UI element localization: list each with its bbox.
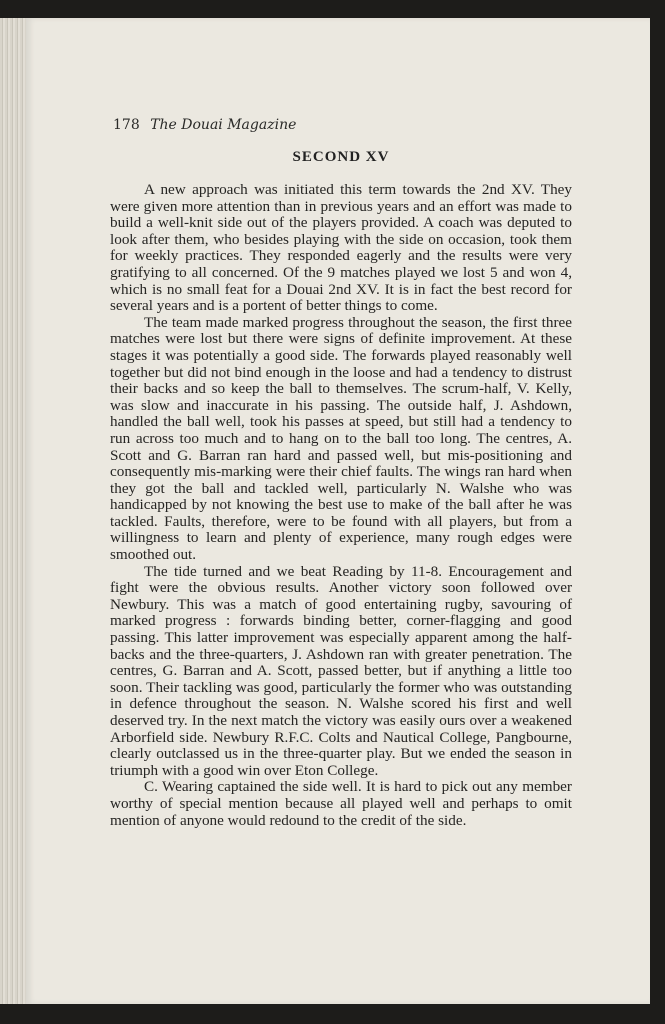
book-page-edges xyxy=(0,18,26,1004)
article-title: SECOND XV xyxy=(292,149,390,165)
scan-border-bottom xyxy=(0,1004,665,1024)
running-header xyxy=(113,117,573,133)
magazine-title: The Douai Magazine xyxy=(150,117,297,133)
scan-border-right xyxy=(650,0,665,1024)
paragraph: The team made marked progress throughout the season, the first three matches were lost but there were signs of definite improvement. At these stages it was potentially a good side. The forwards played reasonably well together but did not bind enough in the loose and had a tendency to distrust their backs and so keep the ball to themselves. The scrum-half, V. Kelly, was slow and inaccurate in his passing. The outside half, J. Ashdown, handled the ball well, took his passes at speed, but still had a tendency to run across too much and to hang on to the ball too long. The centres, A. Scott and G. Barran ran hard and passed well, but mis-positioning and consequently mis-marking were their chief faults. The wings ran hard when they got the ball and tackled well, particularly N. Walshe who was handicapped by not knowing the best use to make of the ball after he was tackled. Faults, therefore, were to be found with all players, but from a willingness to learn and plenty of experience, many rough edges were smoothed out. xyxy=(110,313,572,564)
paragraph: C. Wearing captained the side well. It is hard to pick out any member worthy of special mention because all played well and perhaps to omit mention of anyone would redound to the credit of the side. xyxy=(110,778,572,829)
paragraph: The tide turned and we beat Reading by 11-8. Encouragement and fight were the obvious results. Another victory soon followed over Newbury. This was a match of good entertaining rugby, savouring of marked progress : forwards binding better, corner-flagging and good passing. This latter improvement was especially apparent among the half-backs and the three-quarters, J. Ashdown ran with greater penetration. The centres, G. Barran and A. Scott, passed better, but if anything a little too soon. Their tackling was good, particularly the former who was outstanding in defence throughout the season. N. Walshe scored his first and well deserved try. In the next match the victory was easily ours over a weakened Arborfield side. Newbury R.F.C. Colts and Nautical College, Pangbourne, clearly outclassed us in the three-quarter play. But we ended the season in triumph with a good win over Eton College. xyxy=(110,562,572,779)
paragraph: A new approach was initiated this term towards the 2nd XV. They were given more attention than in previous years and an effort was made to build a well-knit side out of the players provided. A coach was deputed to look after them, who besides playing with the side on occasion, took them for weekly practices. They responded eagerly and the results were very gratifying to all concerned. Of the 9 matches played we lost 5 and won 4, which is no small feat for a Douai 2nd XV. It is in fact the best record for several years and is a portent of better things to come. xyxy=(110,181,572,315)
scan-border-top xyxy=(0,0,665,18)
page-number: 178 xyxy=(113,117,140,133)
article-body xyxy=(110,182,572,829)
